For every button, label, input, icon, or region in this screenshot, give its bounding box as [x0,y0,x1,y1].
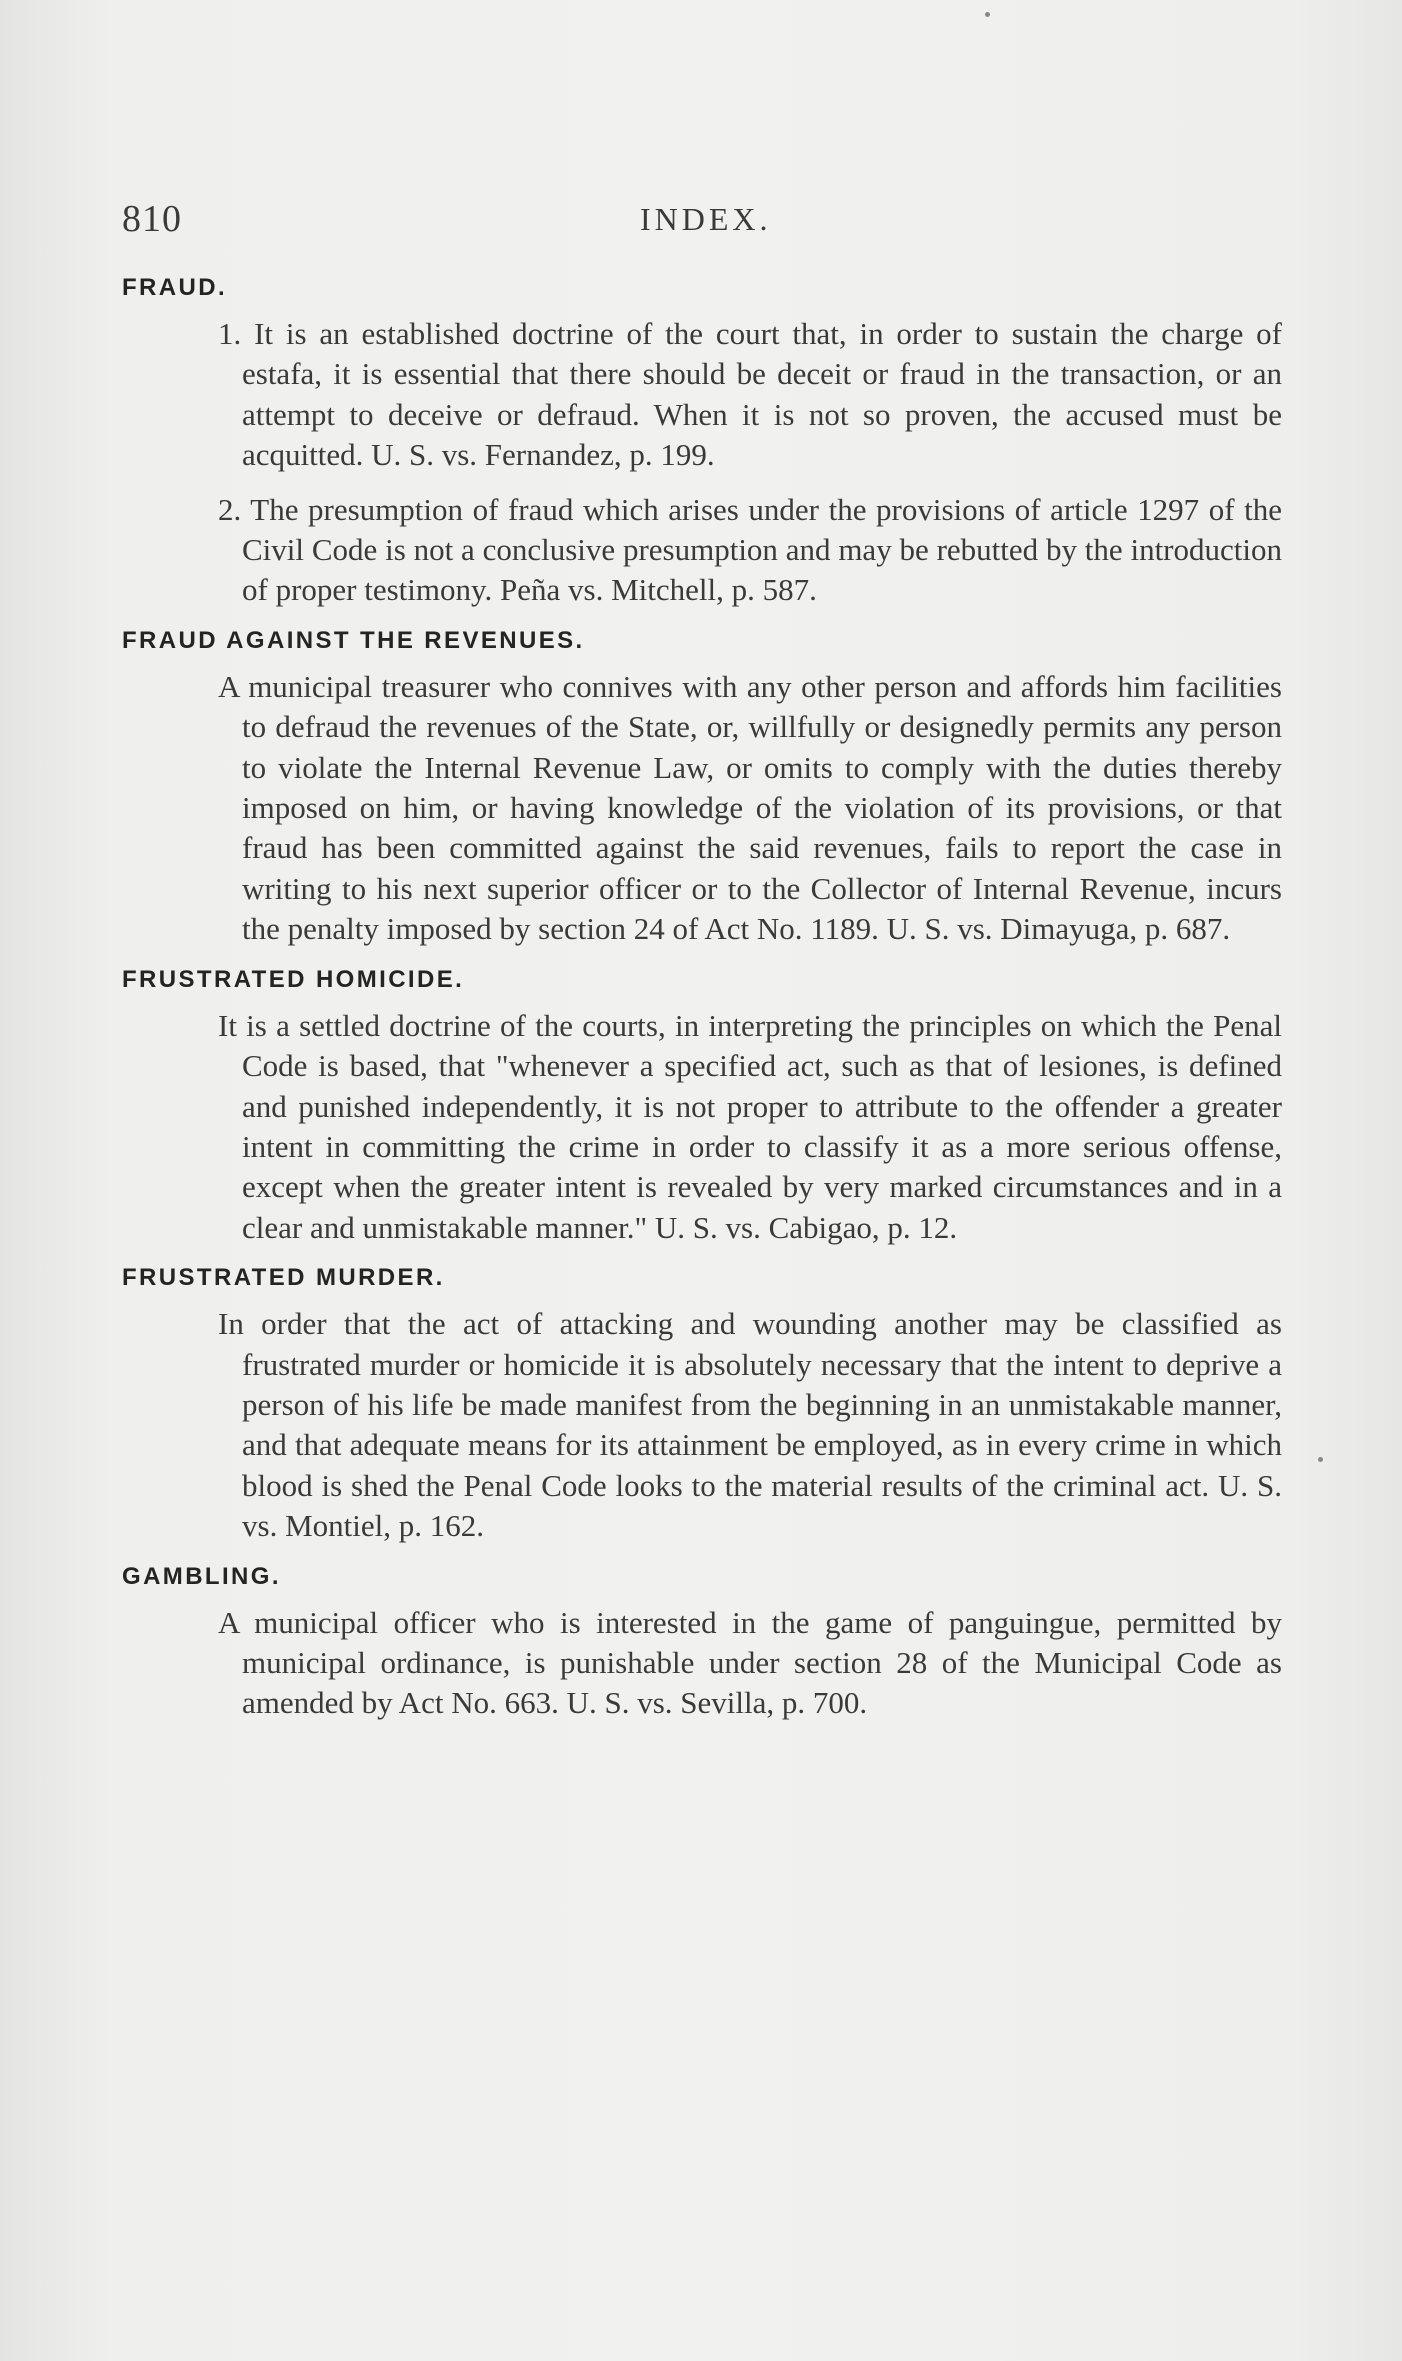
entry-heading: GAMBLING. [122,1562,281,1590]
entry-paragraph: It is a settled doctrine of the courts, in interpreting the principles on which the Penal Code is based, that "whenever a specified act, such as that of lesiones, is defined and punished independently, it is not proper to attribute to the offender a greater intent in committing the crime in order to classify it as a more serious offense, except when the greater intent is revealed by very marked circumstances and in a clear and unmistakable manner." U. S. vs. Cabigao, p. 12. [218,1007,1282,1245]
entry-heading: FRAUD AGAINST THE REVENUES. [122,626,585,654]
index-entry-fraud [122,270,1282,611]
index-entry-frustrated-homicide [122,962,1282,1248]
entry-heading: FRUSTRATED MURDER. [122,1264,445,1292]
index-entry-gambling [122,1559,1282,1724]
entry-paragraph: In order that the act of attacking and wounding another may be classified as frustrated murder or homicide it is absolutely necessary that the intent to deprive a person of his life be made manifest from the beginning in an unmistakable manner, and that adequate means for its attainment be employed, as in every crime in which blood is shed the Penal Code looks to the material results of the criminal act. U. S. vs. Montiel, p. 162. [218,1306,1282,1544]
scan-speck [985,12,990,17]
scan-speck [1318,1457,1323,1462]
entry-heading: FRAUD. [122,274,228,301]
running-head: INDEX. [640,201,772,237]
page-number: 810 [122,198,182,240]
entry-paragraph: A municipal treasurer who connives with any other person and affords him facilities to defraud the revenues of the State, or, willfully or designedly permits any person to violate the Internal Revenue Law, or omits to comply with the duties thereby imposed on him, or having knowledge of the violation of its provisions, or that fraud has been committed against the said revenues, fails to report the case in writing to his next superior officer or to the Collector of Internal Revenue, incurs the penalty imposed by section 24 of Act No. 1189. U. S. vs. Dimayuga, p. 687. [218,668,1282,947]
page-header [122,197,1282,247]
index-content [122,270,1282,1724]
entry-paragraph: 2. The presumption of fraud which arises under the provisions of article 1297 of the Civil Code is not a conclusive presumption and may be rebutted by the introduction of proper testimony. Peña vs. Mitchell, p. 587. [218,491,1282,608]
entry-heading: FRUSTRATED HOMICIDE. [122,965,465,993]
index-entry-frustrated-murder [122,1260,1282,1546]
index-entry-fraud-against-revenues [122,623,1282,950]
entry-paragraph: 1. It is an established doctrine of the court that, in order to sustain the charge of estafa, it is essential that there should be deceit or fraud in the transaction, or an attempt to deceive or defraud. When it is not so proven, the accused must be acquitted. U. S. vs. Fernandez, p. 199. [218,316,1282,473]
entry-paragraph: A municipal officer who is interested in the game of panguingue, permitted by municipal ordinance, is punishable under section 28 of the Municipal Code as amended by Act No. 663. U. S. vs. Sevilla, p. 700. [218,1604,1282,1721]
